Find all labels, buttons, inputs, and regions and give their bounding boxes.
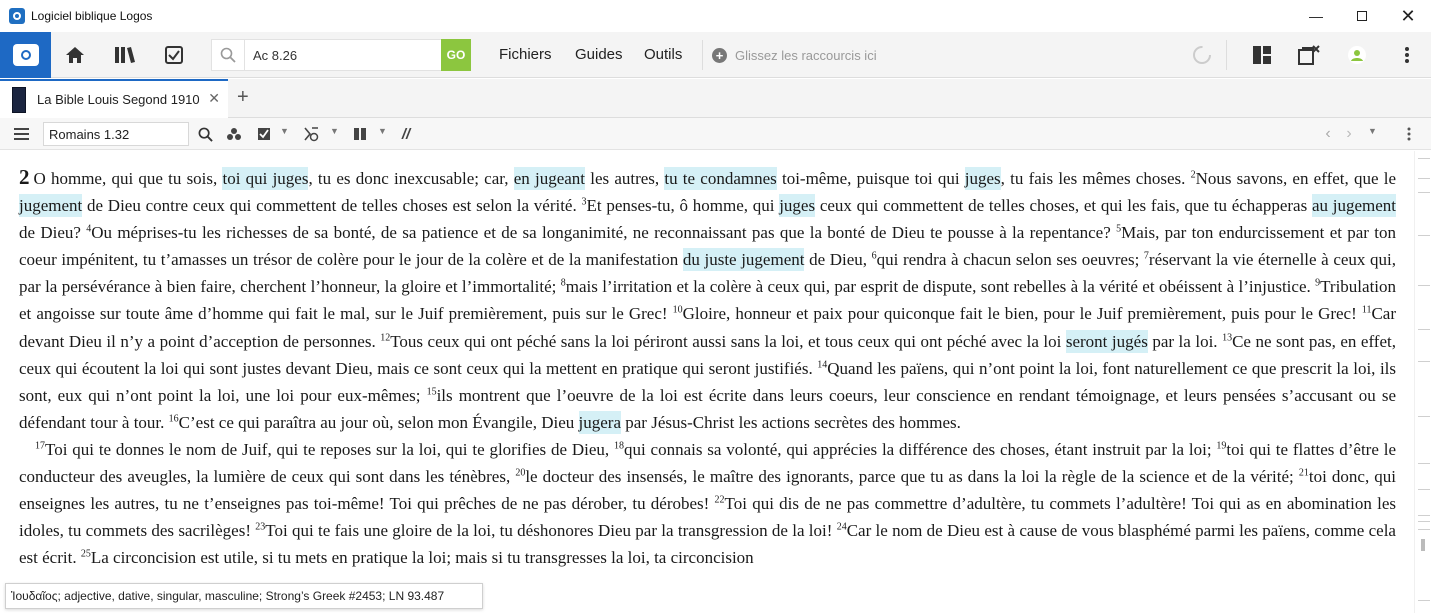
verse-number[interactable]: 10 [672,304,683,316]
verse-text[interactable]: Quand les païens, qui n’ont point la loi, font naturellement ce que prescrit la loi, ils sont, eux qui n’ont point la loi, une loi pour eux-mêmes; [19,358,1397,405]
search-icon [220,47,236,63]
search-highlight[interactable]: au jugement [1311,196,1396,216]
verse-text[interactable]: par Jésus-Christ les actions secrètes des hommes. [621,412,961,432]
visual-filters-icon[interactable] [256,126,272,142]
verse-number[interactable]: 17 [35,440,45,452]
add-shortcut-icon: + [712,48,727,63]
chevron-down-icon[interactable]: ▼ [1368,126,1377,136]
logos-logo-icon [13,44,39,66]
verse-number[interactable]: 14 [817,359,828,370]
shortcut-hint: Glissez les raccourcis ici [735,47,877,63]
verse-number[interactable]: 21 [1298,467,1309,479]
parallel-resources-icon[interactable] [226,126,242,142]
verse-text[interactable]: le docteur des insensés, le maître des ignorants, parce que tu as dans la loi la règle de la science et de la vérité; [525,467,1299,487]
menu-tools[interactable]: Outils [644,46,683,63]
verse-text[interactable]: Gloire, honneur et paix pour quiconque fait le bien, pour le Juif premièrement, puis pour le Grec! [682,304,1362,324]
verse-number[interactable]: 4 [86,223,92,235]
verse-text[interactable]: Toi qui te donnes le nom de Juif, qui te reposes sur la loi, qui te glorifies de Dieu, [45,439,614,459]
verse-text[interactable]: par la loi. [1147,331,1223,351]
verse-text[interactable]: qui rendra à chacun selon ses oeuvres; [876,250,1144,270]
chevron-down-icon[interactable]: ▼ [378,126,387,136]
paragraph [19,436,1396,571]
verse-number[interactable]: 11 [1361,304,1372,316]
book-cover-icon [12,87,26,113]
logos-app-icon [9,8,25,24]
sync-icon[interactable] [1191,44,1213,66]
search-highlight[interactable]: en jugeant [513,169,586,188]
verse-number[interactable]: 24 [836,521,847,533]
documents-icon[interactable] [163,44,185,66]
verse-text[interactable]: , tu es donc inexcusable; car, [308,169,514,188]
verse-number[interactable]: 19 [1216,440,1227,452]
verse-text[interactable]: mais l’irritation et la colère à ceux qui, par esprit de dispute, sont rebelles à la vérité et obéissent à l’injustice. [565,277,1316,297]
more-menu-icon[interactable] [1396,44,1418,66]
tab-close-icon[interactable]: ✕ [208,90,220,106]
maximize-icon[interactable] [1339,0,1385,32]
verse-text[interactable]: toi-même, puisque toi qui [776,169,965,188]
text-comparison-icon[interactable]: // [401,125,411,143]
minimize-icon[interactable]: — [1309,8,1323,24]
verse-number[interactable]: 25 [80,548,91,560]
verse-number[interactable]: 2 [1190,169,1196,181]
verse-text[interactable]: , tu fais les mêmes choses. [1000,169,1191,188]
search-box [211,39,471,71]
word-info-tooltip: Ἰουδαῖος; adjective, dative, singular, masculine; Strong’s Greek #2453; LN 93.487 [5,583,483,609]
search-highlight[interactable]: tu te condamnes [664,169,777,188]
window-title: Logiciel biblique Logos [31,9,153,23]
verse-number[interactable]: 13 [1222,331,1233,343]
verse-text[interactable]: C’est ce qui paraîtra au jour où, selon mon Évangile, Dieu [178,412,579,432]
go-button[interactable]: GO [441,39,471,71]
menu-guides[interactable]: Guides [575,46,623,63]
chapter-number: 2 [19,165,30,189]
search-highlight[interactable]: juges [964,169,1001,188]
library-icon[interactable] [114,44,136,66]
chevron-down-icon[interactable]: ▼ [280,126,289,136]
search-highlight[interactable]: juges [779,196,816,216]
verse-text[interactable]: ceux qui commettent de telles choses, et qui les fais, que tu échapperas [815,196,1312,216]
layouts-icon[interactable] [1251,44,1273,66]
window-controls [1293,0,1431,32]
home-icon[interactable] [64,44,86,66]
verse-number[interactable]: 12 [380,331,391,343]
forward-icon[interactable]: › [1346,125,1352,142]
reference-input[interactable] [43,122,189,146]
verse-text[interactable]: réservant la vie éternelle à ceux qui, par la persévérance à bien faire, cherchent l’honneur, la gloire et l’immortalité; [19,250,1396,297]
verse-text[interactable]: de Dieu, [804,250,872,270]
verse-text[interactable]: Et penses-tu, ô homme, qui [586,196,780,216]
verse-text[interactable]: ils montrent que l’oeuvre de la loi est écrite dans leurs coeurs, leur conscience en rendant témoignage, et leurs pensées s’accusant ou se défendant tour à tour. [19,385,1396,432]
verse-text[interactable]: les autres, [585,169,665,188]
tab-bible[interactable] [0,79,228,118]
logos-home-button[interactable] [0,32,51,78]
verse-text[interactable]: toi donc, qui enseignes les autres, tu ne t’enseignes pas toi-même! Toi qui prêches de ne pas dérober, tu dérobes! [19,467,1397,514]
search-highlight[interactable]: toi qui juges [222,169,309,188]
menu-files[interactable]: Fichiers [499,46,552,63]
verse-number[interactable]: 8 [560,277,566,289]
verse-number[interactable]: 9 [1315,277,1321,289]
verse-text[interactable]: qui connais sa volonté, qui apprécies la différence des choses, étant instruit par la loi; [623,439,1217,459]
close-icon[interactable]: ✕ [1400,5,1416,26]
title-bar [0,0,1431,32]
verse-text[interactable]: La circoncision est utile, si tu mets en pratique la loi; mais si tu transgresses la loi, ta circoncision [90,548,754,568]
verse-number[interactable]: 15 [426,386,437,398]
paragraph [19,164,1396,436]
verse-text[interactable]: Toi qui dis de ne pas commettre d’adultère, tu commets l’adultère! Toi qui as en abomination les idoles, tu commets des sacrilèges! [19,494,1396,541]
verse-text[interactable]: de Dieu contre ceux qui commettent de telles choses est selon la vérité. [82,196,582,216]
verse-number[interactable]: 22 [714,494,725,506]
verse-number[interactable]: 6 [871,250,877,262]
panel-menu-icon[interactable] [14,128,29,140]
verse-number[interactable]: 18 [613,440,624,452]
verse-text[interactable]: Car le nom de Dieu est à cause de vous blasphémé parmi les païens, comme cela est écrit. [19,521,1396,568]
verse-text[interactable]: toi qui te flattes d’être le conducteur des aveugles, la lumière de ceux qui sont dans les ténèbres, [19,439,1396,487]
tab-label: La Bible Louis Segond 1910 [37,92,200,107]
verse-text[interactable]: Car devant Dieu il n’y a point d’acception de personnes. [19,304,1396,351]
verse-text[interactable]: Nous savons, en effet, que le [1195,169,1396,188]
panel-more-icon[interactable] [1401,126,1417,142]
verse-number[interactable]: 5 [1116,223,1122,235]
add-tab-icon[interactable]: + [237,86,249,108]
search-highlight[interactable]: seront jugés [1065,331,1148,351]
search-highlight[interactable]: jugement [19,196,83,216]
verse-text[interactable]: Tribulation et angoisse sur toute âme d’homme qui fait le mal, sur le Juif premièrement, puis sur le Grec! [19,277,1397,324]
search-input[interactable] [253,46,438,64]
verse-text[interactable]: de Dieu? [19,223,87,243]
close-all-panels-icon[interactable] [1298,44,1320,66]
bible-text-panel[interactable] [0,151,1414,613]
tab-strip [0,79,1431,118]
verse-number[interactable]: 23 [255,521,266,533]
search-icon[interactable] [197,126,213,142]
verse-text[interactable]: Tous ceux qui ont péché sans la loi périront aussi sans la loi, et tous ceux qui ont péché avec la loi [390,331,1066,351]
columns-icon[interactable] [352,126,368,142]
verse-number[interactable]: 7 [1143,250,1149,262]
search-highlight[interactable]: jugera [578,412,621,432]
account-status-icon[interactable] [1346,44,1368,66]
verse-number[interactable]: 20 [515,467,526,479]
verse-text[interactable]: Mais, par ton endurcissement et par ton coeur impénitent, tu t’amasses un trésor de colère pour le jour de la colère et de la manifestation [19,223,1396,270]
verse-text[interactable]: Toi qui te fais une gloire de la loi, tu déshonores Dieu par la transgression de la loi! [265,521,837,541]
shortcuts-bar[interactable] [702,40,877,70]
verse-number[interactable]: 16 [168,413,179,425]
verse-text[interactable]: Ou méprises-tu les richesses de sa bonté, de sa patience et de sa longanimité, ne reconnaissant pas que la bonté de Dieu te pousse à la repentance? [91,223,1117,243]
back-icon[interactable]: ‹ [1325,125,1331,142]
verse-number[interactable]: 3 [581,196,587,208]
chevron-down-icon[interactable]: ▼ [330,126,339,136]
panel-toolbar [0,118,1431,150]
scrollbar[interactable] [1414,151,1431,613]
interlinear-icon[interactable] [303,126,319,142]
verse-text[interactable]: Ce ne sont pas, en effet, ceux qui écoutent la loi qui sont justes devant Dieu, mais ce sont ceux qui la mettent en pratique qui seront justifiés. [19,331,1396,378]
search-highlight[interactable]: du juste jugement [682,250,805,270]
main-toolbar [0,32,1431,78]
passage-text [19,164,1396,571]
verse-text[interactable]: O homme, qui que tu sois, [33,169,223,188]
